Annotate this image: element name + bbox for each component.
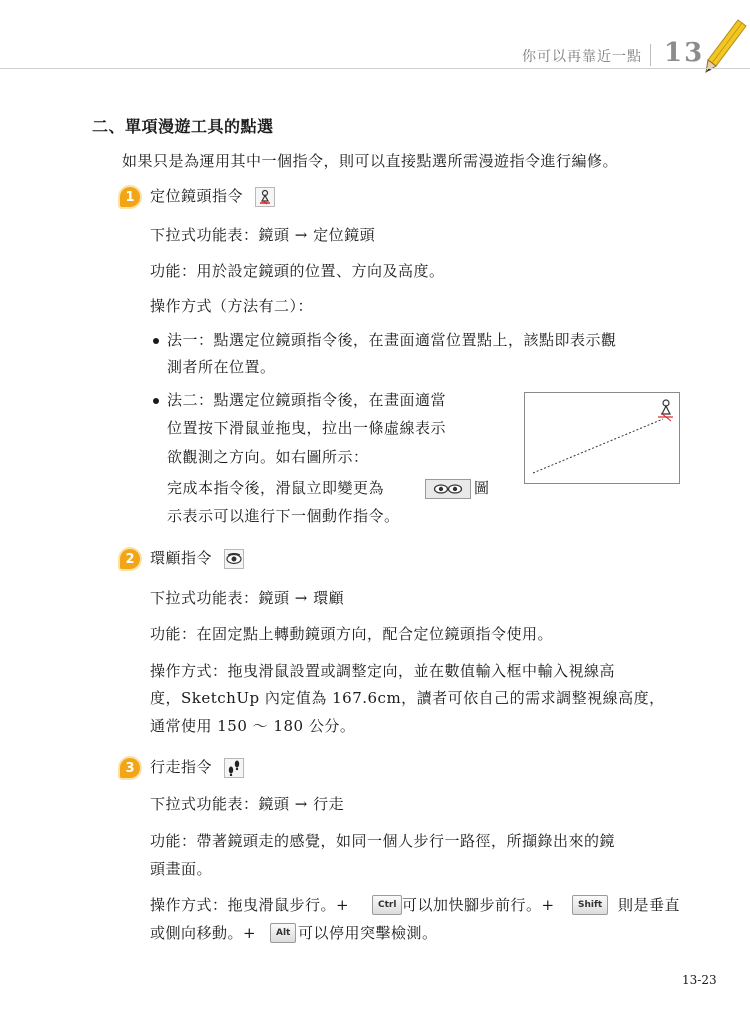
item-number-badge-3: 3 (120, 758, 140, 778)
item3-operation-line2a: 或側向移動。+ (150, 924, 257, 942)
ctrl-key: Ctrl (372, 895, 402, 915)
direction-figure (524, 392, 680, 484)
item3-operation-line2b: 可以停用突擊檢測。 (298, 924, 438, 942)
look-around-eye-icon (224, 549, 244, 569)
item1-operation: 操作方式（方法有二）： (150, 297, 314, 315)
item1-menu-path: 下拉式功能表：鏡頭 → 定位鏡頭 (150, 226, 376, 244)
item-number-badge-2: 2 (120, 549, 140, 569)
item-title-1: 定位鏡頭指令 (150, 187, 244, 205)
header-book-title: 你可以再靠近一點 (522, 49, 642, 65)
position-camera-icon (255, 187, 275, 207)
item1-method2-line2: 位置按下滑鼠並拖曳，拉出一條虛線表示 (167, 419, 447, 437)
page-number: 13-23 (682, 973, 717, 987)
section-intro: 如果只是為運用其中一個指令，則可以直接點選所需漫遊指令進行編修。 (122, 152, 619, 170)
item1-after-line1a: 完成本指令後，滑鼠立即變更為 (167, 479, 385, 497)
walk-footprints-icon (224, 758, 244, 778)
item3-function-line1: 功能：帶著鏡頭走的感覺，如同一個人步行一路徑，所擷錄出來的鏡 (150, 832, 616, 850)
bullet-method1 (153, 338, 159, 344)
item2-operation-line2: 度，SketchUp 內定值為 167.6cm，讀者可依自己的需求調整視線高度， (150, 689, 665, 707)
chapter-number: 13 (664, 38, 705, 68)
item-number-badge-1: 1 (120, 187, 140, 207)
item3-menu-path: 下拉式功能表：鏡頭 → 行走 (150, 795, 345, 813)
shift-key: Shift (572, 895, 608, 915)
bullet-method2 (153, 398, 159, 404)
item1-method1-line2: 測者所在位置。 (167, 358, 276, 376)
item-title-2: 環顧指令 (150, 549, 213, 567)
header-rule (0, 68, 750, 69)
alt-key: Alt (270, 923, 296, 943)
item1-function: 功能：用於設定鏡頭的位置、方向及高度。 (150, 262, 445, 280)
item2-menu-path: 下拉式功能表：鏡頭 → 環顧 (150, 589, 345, 607)
item3-operation-line1c: 則是垂直 (618, 896, 681, 914)
pencil-icon (700, 18, 748, 74)
item3-operation-line1a: 操作方式：拖曳滑鼠步行。+ (150, 896, 350, 914)
item1-method1-line1: 法一：點選定位鏡頭指令後，在畫面適當位置點上，該點即表示觀 (167, 331, 617, 349)
item1-after-line1b: 圖 (474, 479, 490, 497)
item1-method2-line3: 欲觀測之方向。如右圖所示： (167, 448, 369, 466)
item1-after-line2: 示表示可以進行下一個動作指令。 (167, 507, 400, 525)
item1-method2-line1: 法二：點選定位鏡頭指令後，在畫面適當 (167, 391, 447, 409)
item2-function: 功能：在固定點上轉動鏡頭方向，配合定位鏡頭指令使用。 (150, 625, 554, 643)
item3-operation-line1b: 可以加快腳步前行。+ (402, 896, 555, 914)
section-title: 二、單項漫遊工具的點選 (92, 117, 274, 136)
item2-operation-line3: 通常使用 150 ～ 180 公分。 (150, 717, 356, 735)
item-title-3: 行走指令 (150, 758, 213, 776)
header-separator (650, 44, 651, 66)
look-eyes-cursor-icon (425, 479, 471, 499)
item3-function-line2: 頭畫面。 (150, 860, 213, 878)
item2-operation-line1: 操作方式：拖曳滑鼠設置或調整定向，並在數值輸入框中輸入視線高 (150, 662, 616, 680)
